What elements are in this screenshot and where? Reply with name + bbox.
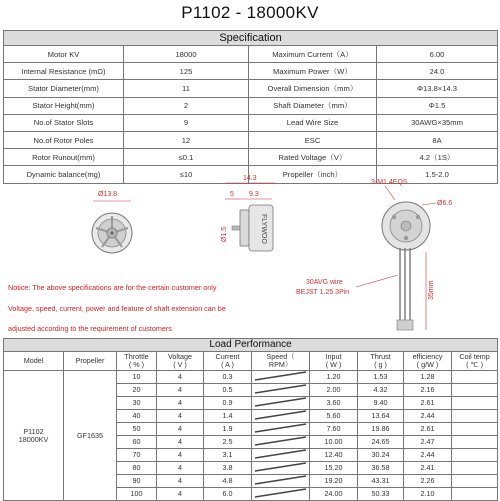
voltage-cell: 4 bbox=[157, 436, 204, 449]
spec-label: No.of Rotor Poles bbox=[4, 131, 124, 148]
speed-redaction-mark bbox=[252, 384, 309, 394]
notice-line-3: adjusted according to the requirement of customers bbox=[8, 324, 172, 333]
column-header bbox=[404, 352, 452, 371]
wire-label-1: 30AVG wire bbox=[306, 279, 343, 286]
dim-35-label: 35mm bbox=[428, 280, 435, 300]
spec-label: Lead Wire Size bbox=[249, 114, 377, 131]
speed-redaction-mark bbox=[252, 423, 309, 433]
spec-row bbox=[4, 80, 498, 97]
speed-redaction-mark bbox=[252, 410, 309, 420]
current-cell: 6.0 bbox=[204, 488, 252, 501]
spec-value: 11 bbox=[124, 80, 249, 97]
current-cell: 3.1 bbox=[204, 449, 252, 462]
spec-value: ≤0.1 bbox=[124, 149, 249, 166]
speed-redaction-mark bbox=[252, 371, 309, 381]
spec-label: Overall Dimension（mm） bbox=[249, 80, 377, 97]
column-header-line-1: Model bbox=[23, 356, 44, 365]
spec-value: 6.00 bbox=[377, 46, 498, 63]
column-headers bbox=[4, 352, 498, 371]
performance-rows bbox=[4, 371, 498, 501]
thrust-cell: 24.65 bbox=[358, 436, 404, 449]
specification-header: Specification bbox=[4, 31, 498, 46]
specification-rows bbox=[4, 46, 498, 184]
dim-9-3-label: 9.3 bbox=[249, 191, 259, 198]
column-header-line-1: Throttle bbox=[124, 352, 149, 361]
column-header-line-2: ( A ) bbox=[221, 360, 234, 369]
speed-cell bbox=[252, 410, 310, 423]
column-header-line-1: Current bbox=[215, 352, 240, 361]
voltage-cell: 4 bbox=[157, 384, 204, 397]
model-cell bbox=[4, 371, 64, 501]
side-base bbox=[240, 210, 249, 246]
efficiency-cell: 2.10 bbox=[404, 488, 452, 501]
spec-row bbox=[4, 149, 498, 166]
column-header-line-1: Propeller bbox=[75, 356, 105, 365]
column-header-line-2: ( V ) bbox=[173, 360, 187, 369]
column-header-line-1: Coil temp bbox=[459, 352, 490, 361]
notice-label: Notice: bbox=[8, 283, 31, 292]
coil-temp-cell bbox=[452, 423, 498, 436]
voltage-cell: 4 bbox=[157, 462, 204, 475]
column-header bbox=[452, 352, 498, 371]
speed-redaction-mark bbox=[252, 397, 309, 407]
spec-label: ESC bbox=[249, 131, 377, 148]
brand-text: FLYWOO bbox=[260, 214, 267, 244]
model-name: P1102 bbox=[23, 426, 44, 436]
spec-row bbox=[4, 46, 498, 63]
spec-label: Dynamic balance(mg) bbox=[4, 166, 124, 183]
specification-table bbox=[3, 30, 498, 184]
spec-label: Rotor Runout(mm) bbox=[4, 149, 124, 166]
speed-cell bbox=[252, 436, 310, 449]
coil-temp-cell bbox=[452, 371, 498, 384]
thrust-cell: 30.24 bbox=[358, 449, 404, 462]
input-cell: 5.60 bbox=[310, 410, 358, 423]
coil-temp-cell bbox=[452, 436, 498, 449]
column-header-line-1: Speed（ bbox=[266, 352, 295, 361]
efficiency-cell: 2.47 bbox=[404, 436, 452, 449]
spec-value: 1.5-2.0 bbox=[377, 166, 498, 183]
spec-value: 18000 bbox=[124, 46, 249, 63]
input-cell: 3.60 bbox=[310, 397, 358, 410]
column-header bbox=[4, 352, 64, 371]
column-header bbox=[358, 352, 404, 371]
voltage-cell: 4 bbox=[157, 423, 204, 436]
spec-value: Φ1.5 bbox=[377, 97, 498, 114]
dim-13-8-label: Ø13.8 bbox=[98, 191, 118, 198]
column-header-line-2: ( W ) bbox=[325, 360, 342, 369]
speed-cell bbox=[252, 449, 310, 462]
dim-6-6-label: Ø6.6 bbox=[437, 200, 453, 207]
efficiency-cell: 1.28 bbox=[404, 371, 452, 384]
thrust-cell: 50.33 bbox=[358, 488, 404, 501]
input-cell: 12.40 bbox=[310, 449, 358, 462]
column-header bbox=[117, 352, 157, 371]
speed-cell bbox=[252, 423, 310, 436]
voltage-cell: 4 bbox=[157, 488, 204, 501]
spec-value: 125 bbox=[124, 63, 249, 80]
column-header-line-2: ( g ) bbox=[374, 360, 387, 369]
efficiency-cell: 2.16 bbox=[404, 384, 452, 397]
coil-temp-cell bbox=[452, 449, 498, 462]
current-cell: 4.8 bbox=[204, 475, 252, 488]
spec-value: 2 bbox=[124, 97, 249, 114]
column-header bbox=[157, 352, 204, 371]
thrust-cell: 19.86 bbox=[358, 423, 404, 436]
propeller-cell: GF1635 bbox=[64, 371, 117, 501]
dim-1-5-label: Ø1.5 bbox=[221, 226, 228, 242]
column-header-line-2: ( g/W ) bbox=[416, 360, 439, 369]
column-header-line-2: ( ℃ ) bbox=[466, 360, 483, 369]
spec-label: Stator Diameter(mm) bbox=[4, 80, 124, 97]
current-cell: 1.9 bbox=[204, 423, 252, 436]
coil-temp-cell bbox=[452, 397, 498, 410]
column-header-line-2: RPM） bbox=[268, 360, 293, 369]
dim-5-label: 5 bbox=[230, 191, 234, 198]
column-header bbox=[204, 352, 252, 371]
input-cell: 10.00 bbox=[310, 436, 358, 449]
speed-redaction-mark bbox=[252, 436, 309, 446]
spec-value: Φ13.8×14.3 bbox=[377, 80, 498, 97]
throttle-cell: 30 bbox=[117, 397, 157, 410]
throttle-cell: 50 bbox=[117, 423, 157, 436]
spec-value: ≤10 bbox=[124, 166, 249, 183]
spec-label: Rated Voltage（V） bbox=[249, 149, 377, 166]
column-header bbox=[310, 352, 358, 371]
throttle-cell: 70 bbox=[117, 449, 157, 462]
lead-wires bbox=[400, 248, 410, 325]
page-title: P1102 - 18000KV bbox=[181, 3, 319, 22]
coil-temp-cell bbox=[452, 462, 498, 475]
voltage-cell: 4 bbox=[157, 410, 204, 423]
column-header-line-1: Voltage bbox=[168, 352, 192, 361]
spec-label: No.of Stator Slots bbox=[4, 114, 124, 131]
voltage-cell: 4 bbox=[157, 397, 204, 410]
throttle-cell: 20 bbox=[117, 384, 157, 397]
spec-label: Propeller（inch） bbox=[249, 166, 377, 183]
speed-redaction-mark bbox=[252, 449, 309, 459]
voltage-cell: 4 bbox=[157, 371, 204, 384]
spec-label: Maximum Current（A） bbox=[249, 46, 377, 63]
efficiency-cell: 2.61 bbox=[404, 397, 452, 410]
speed-redaction-mark bbox=[252, 462, 309, 472]
throttle-cell: 90 bbox=[117, 475, 157, 488]
speed-redaction-mark bbox=[252, 475, 309, 485]
thrust-cell: 1.53 bbox=[358, 371, 404, 384]
efficiency-cell: 2.44 bbox=[404, 410, 452, 423]
notice-line-1: Notice: The above specifications are for the certain customer only bbox=[8, 283, 217, 292]
table-row bbox=[4, 371, 498, 384]
throttle-cell: 100 bbox=[117, 488, 157, 501]
speed-cell bbox=[252, 397, 310, 410]
column-header bbox=[64, 352, 117, 371]
speed-cell bbox=[252, 371, 310, 384]
spec-row bbox=[4, 131, 498, 148]
input-cell: 19.20 bbox=[310, 475, 358, 488]
efficiency-cell: 2.44 bbox=[404, 449, 452, 462]
screw-label: 3-M1.4EQS bbox=[371, 179, 408, 186]
speed-cell bbox=[252, 462, 310, 475]
thrust-cell: 13.64 bbox=[358, 410, 404, 423]
coil-temp-cell bbox=[452, 475, 498, 488]
spec-row bbox=[4, 114, 498, 131]
column-header-line-2: ( % ) bbox=[128, 360, 145, 369]
column-header-line-1: efficiency bbox=[412, 352, 443, 361]
current-cell: 0.9 bbox=[204, 397, 252, 410]
speed-cell bbox=[252, 384, 310, 397]
wire-connector bbox=[397, 320, 413, 330]
column-header bbox=[252, 352, 310, 371]
speed-cell bbox=[252, 488, 310, 501]
efficiency-cell: 2.26 bbox=[404, 475, 452, 488]
spec-label: Maximum Power（W） bbox=[249, 63, 377, 80]
spec-value: 30AWG×35mm bbox=[377, 114, 498, 131]
dim-14-3-label: 14.3 bbox=[243, 175, 257, 182]
spec-label: Internal Resistance (mΩ) bbox=[4, 63, 124, 80]
efficiency-cell: 2.61 bbox=[404, 423, 452, 436]
input-cell: 24.00 bbox=[310, 488, 358, 501]
throttle-cell: 80 bbox=[117, 462, 157, 475]
throttle-cell: 10 bbox=[117, 371, 157, 384]
voltage-cell: 4 bbox=[157, 475, 204, 488]
thrust-cell: 36.58 bbox=[358, 462, 404, 475]
thrust-cell: 9.40 bbox=[358, 397, 404, 410]
throttle-cell: 60 bbox=[117, 436, 157, 449]
current-cell: 3.8 bbox=[204, 462, 252, 475]
current-cell: 1.4 bbox=[204, 410, 252, 423]
thrust-cell: 43.31 bbox=[358, 475, 404, 488]
throttle-cell: 40 bbox=[117, 410, 157, 423]
spec-row bbox=[4, 63, 498, 80]
coil-temp-cell bbox=[452, 410, 498, 423]
voltage-cell: 4 bbox=[157, 449, 204, 462]
spec-value: 4.2（1S） bbox=[377, 149, 498, 166]
spec-label: Shaft Diameter（mm） bbox=[249, 97, 377, 114]
spec-value: 9 bbox=[124, 114, 249, 131]
speed-redaction-mark bbox=[252, 488, 309, 498]
notice-block bbox=[8, 278, 293, 340]
current-cell: 2.5 bbox=[204, 436, 252, 449]
coil-temp-cell bbox=[452, 384, 498, 397]
notice-line-2: Voltage, speed, current, power and feature of shaft extension can be bbox=[8, 303, 226, 313]
spec-label: Stator Height(mm) bbox=[4, 97, 124, 114]
input-cell: 2.00 bbox=[310, 384, 358, 397]
coil-temp-cell bbox=[452, 488, 498, 501]
input-cell: 15.20 bbox=[310, 462, 358, 475]
column-header-line-1: Input bbox=[325, 352, 342, 361]
spec-value: 12 bbox=[124, 131, 249, 148]
spec-value: 8A bbox=[377, 131, 498, 148]
spec-value: 24.0 bbox=[377, 63, 498, 80]
spec-row bbox=[4, 97, 498, 114]
current-cell: 0.3 bbox=[204, 371, 252, 384]
speed-cell bbox=[252, 475, 310, 488]
model-kv: 18000KV bbox=[18, 434, 49, 444]
spec-label: Motor KV bbox=[4, 46, 124, 63]
efficiency-cell: 2.41 bbox=[404, 462, 452, 475]
column-header-line-1: Thrust bbox=[370, 352, 391, 361]
input-cell: 7.60 bbox=[310, 423, 358, 436]
wire-label-2: BEJST 1.25 3Pin bbox=[296, 289, 350, 296]
thrust-cell: 4.32 bbox=[358, 384, 404, 397]
current-cell: 0.5 bbox=[204, 384, 252, 397]
load-performance-header: Load Performance bbox=[4, 339, 498, 352]
input-cell: 1.20 bbox=[310, 371, 358, 384]
load-performance-table bbox=[3, 338, 498, 501]
